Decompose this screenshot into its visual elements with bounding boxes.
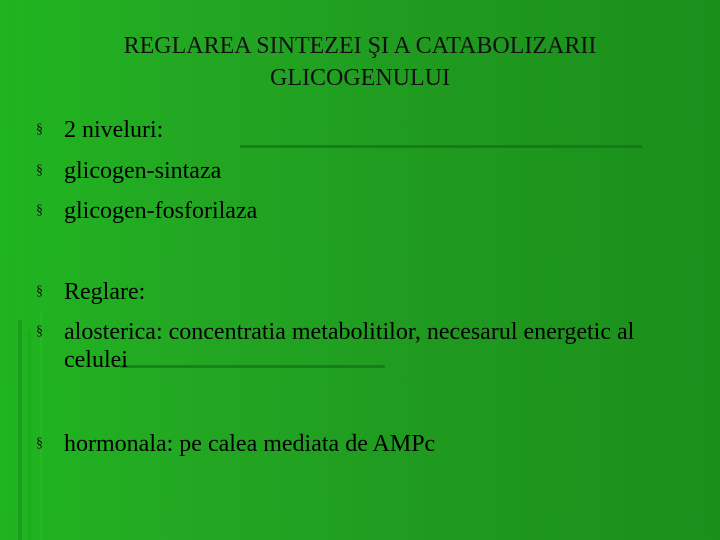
slide-title: REGLAREA SINTEZEI ŞI A CATABOLIZARII GLICOGENULUI	[123, 33, 597, 91]
list-item-text: alosterica: concentratia metabolitilor, necesarul energetic al celulei	[64, 319, 635, 373]
list-item	[36, 430, 636, 458]
list-item	[36, 197, 636, 225]
bullet-icon: §	[36, 122, 43, 137]
list-item	[36, 278, 636, 306]
list-item-text: Reglare:	[64, 279, 146, 305]
decorative-bar	[28, 330, 31, 540]
list-item-text: glicogen-fosforilaza	[64, 198, 258, 224]
list-item	[36, 116, 636, 144]
bullet-icon: §	[36, 203, 43, 218]
decorative-line	[240, 145, 642, 148]
bullet-icon: §	[36, 324, 43, 339]
bullet-icon: §	[36, 163, 43, 178]
list-item-text: hormonala: pe calea mediata de AMPc	[64, 431, 436, 457]
decorative-bar	[18, 320, 22, 540]
bullet-icon: §	[36, 284, 43, 299]
list-item-text: glicogen-sintaza	[64, 158, 222, 184]
list-item	[36, 318, 636, 374]
list-item	[36, 157, 636, 185]
list-item-text: 2 niveluri:	[64, 117, 164, 143]
bullet-icon: §	[36, 436, 43, 451]
